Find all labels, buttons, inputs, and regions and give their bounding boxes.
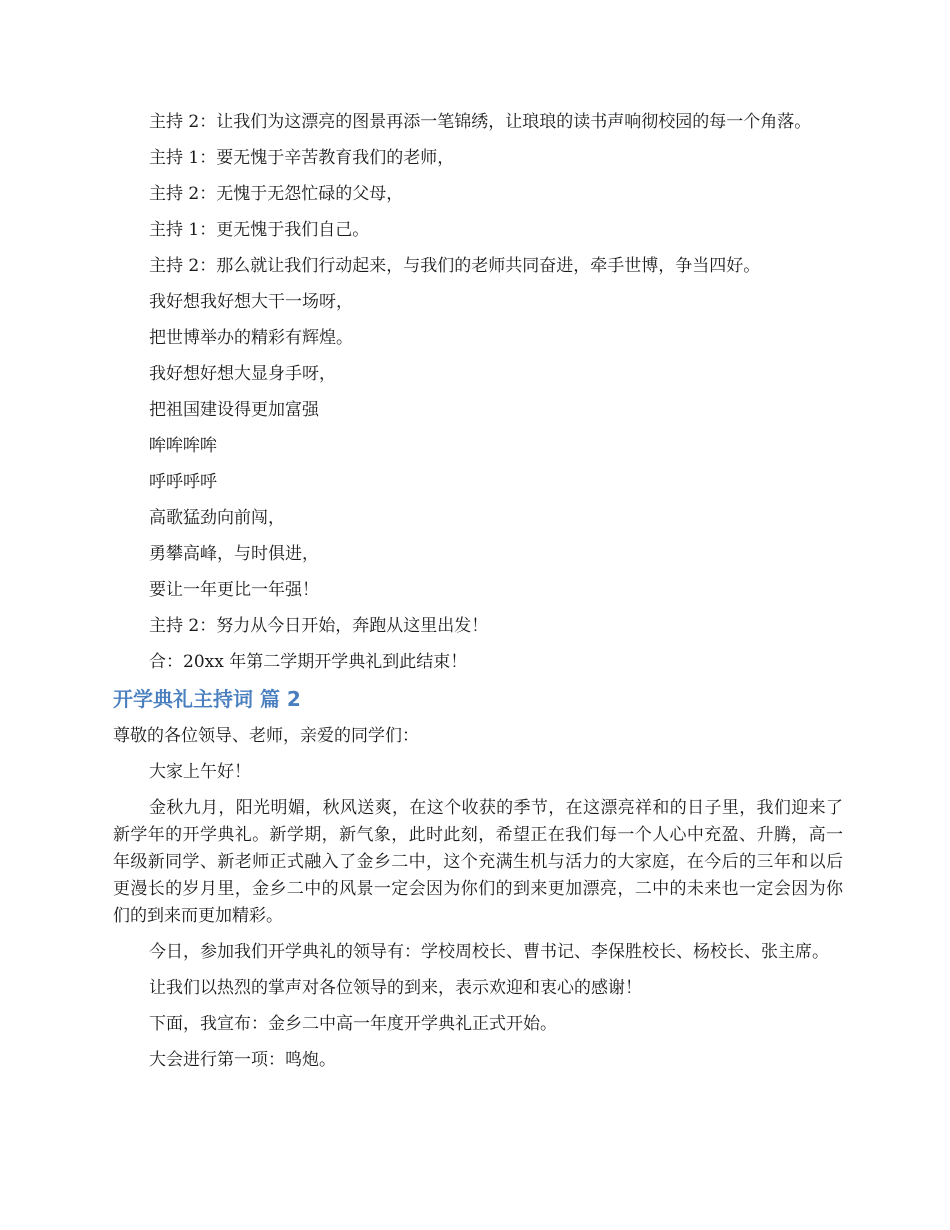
paragraph: 大家上午好！ — [149, 762, 251, 782]
section-heading: 开学典礼主持词 篇 2 — [113, 687, 301, 711]
paragraph: 把世博举办的精彩有辉煌。 — [149, 328, 353, 348]
paragraph: 合：20xx 年第二学期开学典礼到此结束！ — [149, 652, 468, 672]
paragraph: 主持 2：让我们为这漂亮的图景再添一笔锦绣，让琅琅的读书声响彻校园的每一个角落。 — [149, 112, 812, 132]
paragraph: 主持 1：更无愧于我们自己。 — [149, 220, 370, 240]
paragraph: 高歌猛劲向前闯， — [149, 508, 285, 528]
paragraph: 今日，参加我们开学典礼的领导有：学校周校长、曹书记、李保胜校长、杨校长、张主席。 — [149, 942, 829, 962]
paragraph: 让我们以热烈的掌声对各位领导的到来，表示欢迎和衷心的感谢！ — [149, 978, 642, 998]
paragraph: 我好想好想大显身手呀， — [149, 364, 336, 384]
paragraph: 下面，我宣布：金乡二中高一年度开学典礼正式开始。 — [149, 1014, 557, 1034]
paragraph: 金秋九月，阳光明媚，秋风送爽，在这个收获的季节，在这漂亮祥和的日子里，我们迎来了新学年的开学典礼。新学期，新气象，此时此刻，希望正在我们每一个人心中充盈、升腾，高一年级新同学、新老师正式融入了金乡二中，这个充满生机与活力的大家庭，在今后的三年和以后更漫长的岁月里，金乡二中的风景一定会因为你们的到来更加漂亮，二中的未来也一定会因为你们的到来而更加精彩。 — [113, 798, 843, 926]
paragraph: 主持 2：无愧于无怨忙碌的父母， — [149, 184, 404, 204]
paragraph: 把祖国建设得更加富强 — [149, 400, 319, 420]
salutation: 尊敬的各位领导、老师，亲爱的同学们： — [113, 726, 419, 746]
paragraph: 大会进行第一项：鸣炮。 — [149, 1050, 336, 1070]
paragraph: 主持 2：那么就让我们行动起来，与我们的老师共同奋进，牵手世博，争当四好。 — [149, 256, 761, 276]
paragraph: 主持 1：要无愧于辛苦教育我们的老师， — [149, 148, 455, 168]
paragraph: 哞哞哞哞 — [149, 436, 217, 456]
paragraph: 呼呼呼呼 — [149, 472, 217, 492]
paragraph: 我好想我好想大干一场呀， — [149, 292, 353, 312]
paragraph: 主持 2：努力从今日开始，奔跑从这里出发！ — [149, 616, 489, 636]
paragraph: 要让一年更比一年强！ — [149, 580, 319, 600]
document-content — [113, 109, 843, 1083]
paragraph: 勇攀高峰，与时俱进， — [149, 544, 319, 564]
